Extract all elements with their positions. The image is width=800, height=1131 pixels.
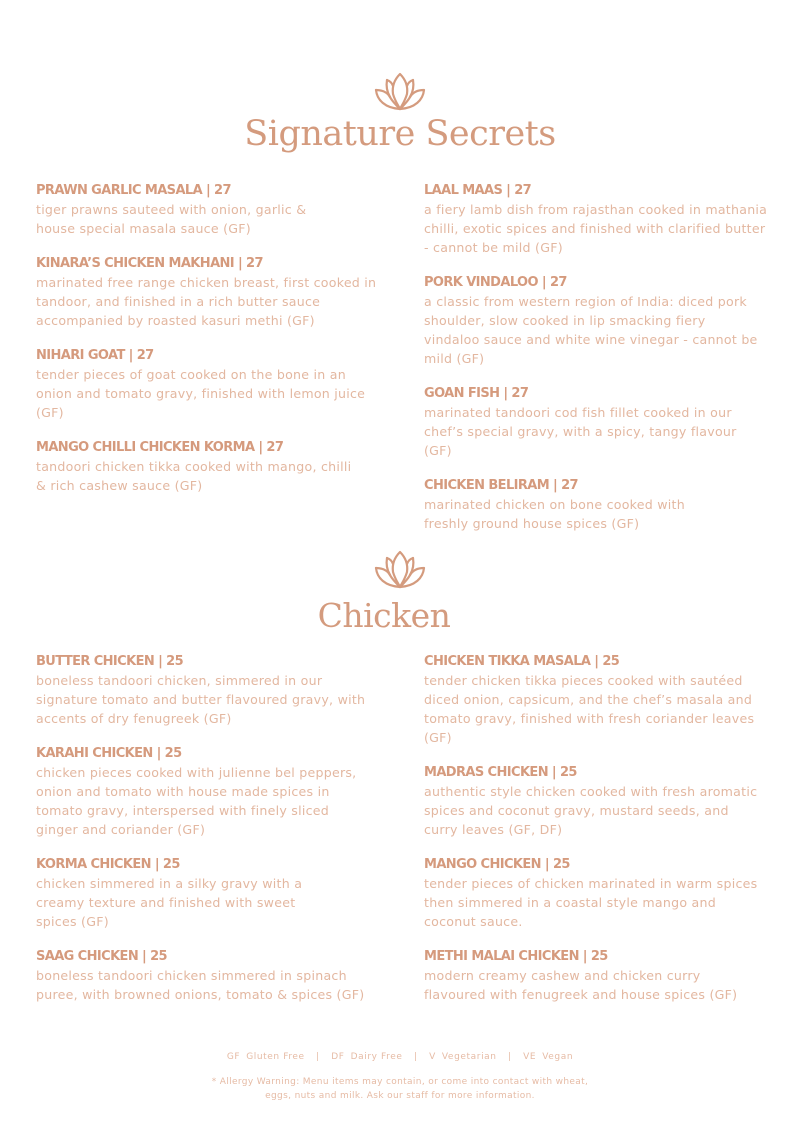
item-name: KARAHI CHICKEN | 25: [36, 746, 182, 761]
menu-item: [36, 745, 396, 839]
lotus-icon: [373, 70, 427, 112]
menu-item: [36, 948, 396, 1004]
menu-item: [424, 653, 784, 747]
legend-label: Gluten Free: [246, 1052, 305, 1062]
menu-item: [36, 255, 396, 330]
item-description: authentic style chicken cooked with fresh aromatic spices and coconut gravy, mustard seeds, and curry leaves (GF, DF): [424, 784, 758, 837]
item-name: PRAWN GARLIC MASALA | 27: [36, 183, 231, 198]
legend-label: Dairy Free: [350, 1052, 403, 1062]
signature-left-column: [36, 182, 396, 512]
legend-separator: |: [508, 1052, 512, 1062]
item-description: chicken pieces cooked with julienne bel peppers, onion and tomato with house made spices in tomato gravy, interspersed with finely sliced ginger and coriander (GF): [36, 765, 357, 837]
allergy-line-1: * Allergy Warning: Menu items may contain, or come into contact with wheat,: [211, 1077, 589, 1087]
menu-item: [424, 182, 784, 257]
item-description: marinated free range chicken breast, first cooked in tandoor, and finished in a rich butter sauce accompanied by roasted kasuri methi (GF): [36, 275, 377, 328]
section-title-signature: Signature Secrets: [244, 114, 556, 154]
item-name: GOAN FISH | 27: [424, 386, 529, 401]
item-name: CHICKEN BELIRAM | 27: [424, 478, 578, 493]
item-description: tender chicken tikka pieces cooked with sautéed diced onion, capsicum, and the chef’s masala and tomato gravy, finished with fresh coriander leaves (GF): [424, 673, 755, 745]
menu-item: [36, 347, 396, 422]
legend-abbr: VE: [523, 1052, 537, 1062]
menu-item: [424, 764, 784, 839]
item-name: KORMA CHICKEN | 25: [36, 857, 180, 872]
item-description: boneless tandoori chicken simmered in spinach puree, with browned onions, tomato & spices (GF): [36, 968, 365, 1002]
allergy-warning: [0, 1075, 800, 1103]
item-name: SAAG CHICKEN | 25: [36, 949, 168, 964]
menu-item: [36, 439, 396, 495]
legend-abbr: V: [429, 1052, 436, 1062]
item-name: CHICKEN TIKKA MASALA | 25: [424, 654, 620, 669]
chicken-left-column: [36, 653, 396, 1021]
menu-item: [424, 948, 784, 1004]
item-name: PORK VINDALOO | 27: [424, 275, 567, 290]
menu-item: [424, 385, 784, 460]
item-description: chicken simmered in a silky gravy with a creamy texture and finished with sweet spices (GF): [36, 876, 303, 929]
item-name: METHI MALAI CHICKEN | 25: [424, 949, 608, 964]
menu-item: [36, 856, 396, 931]
item-description: tiger prawns sauteed with onion, garlic & house special masala sauce (GF): [36, 202, 307, 236]
item-name: BUTTER CHICKEN | 25: [36, 654, 184, 669]
legend-separator: |: [316, 1052, 320, 1062]
menu-item: [424, 274, 784, 368]
menu-item: [424, 477, 784, 533]
item-description: boneless tandoori chicken, simmered in our signature tomato and butter flavoured gravy, with accents of dry fenugreek (GF): [36, 673, 366, 726]
menu-item: [36, 182, 396, 238]
item-name: MANGO CHILLI CHICKEN KORMA | 27: [36, 440, 284, 455]
item-description: tender pieces of chicken marinated in warm spices then simmered in a coastal style mango and coconut sauce.: [424, 876, 758, 929]
legend-abbr: DF: [331, 1052, 345, 1062]
signature-right-column: [424, 182, 784, 550]
dietary-legend: [0, 1052, 800, 1062]
item-name: MADRAS CHICKEN | 25: [424, 765, 577, 780]
item-description: marinated tandoori cod fish fillet cooked in our chef’s special gravy, with a spicy, tangy flavour (GF): [424, 405, 737, 458]
item-description: tandoori chicken tikka cooked with mango, chilli & rich cashew sauce (GF): [36, 459, 352, 493]
allergy-line-2: eggs, nuts and milk. Ask our staff for more information.: [265, 1091, 535, 1101]
item-description: tender pieces of goat cooked on the bone in an onion and tomato gravy, finished with lemon juice (GF): [36, 367, 366, 420]
chicken-right-column: [424, 653, 784, 1021]
item-description: a fiery lamb dish from rajasthan cooked in mathania chilli, exotic spices and finished with clarified butter - cannot be mild (GF): [424, 202, 768, 255]
legend-label: Vegetarian: [441, 1052, 497, 1062]
menu-item: [36, 653, 396, 728]
lotus-icon: [373, 548, 427, 590]
legend-separator: |: [414, 1052, 418, 1062]
item-name: LAAL MAAS | 27: [424, 183, 532, 198]
section-title-chicken: Chicken: [317, 596, 451, 635]
item-description: modern creamy cashew and chicken curry flavoured with fenugreek and house spices (GF): [424, 968, 738, 1002]
item-description: marinated chicken on bone cooked with freshly ground house spices (GF): [424, 497, 685, 531]
item-name: NIHARI GOAT | 27: [36, 348, 154, 363]
menu-item: [424, 856, 784, 931]
item-name: KINARA’S CHICKEN MAKHANI | 27: [36, 256, 263, 271]
item-name: MANGO CHICKEN | 25: [424, 857, 570, 872]
legend-label: Vegan: [542, 1052, 574, 1062]
item-description: a classic from western region of India: diced pork shoulder, slow cooked in lip smacking fiery vindaloo sauce and white wine vinegar - cannot be mild (GF): [424, 294, 758, 366]
legend-abbr: GF: [226, 1052, 241, 1062]
